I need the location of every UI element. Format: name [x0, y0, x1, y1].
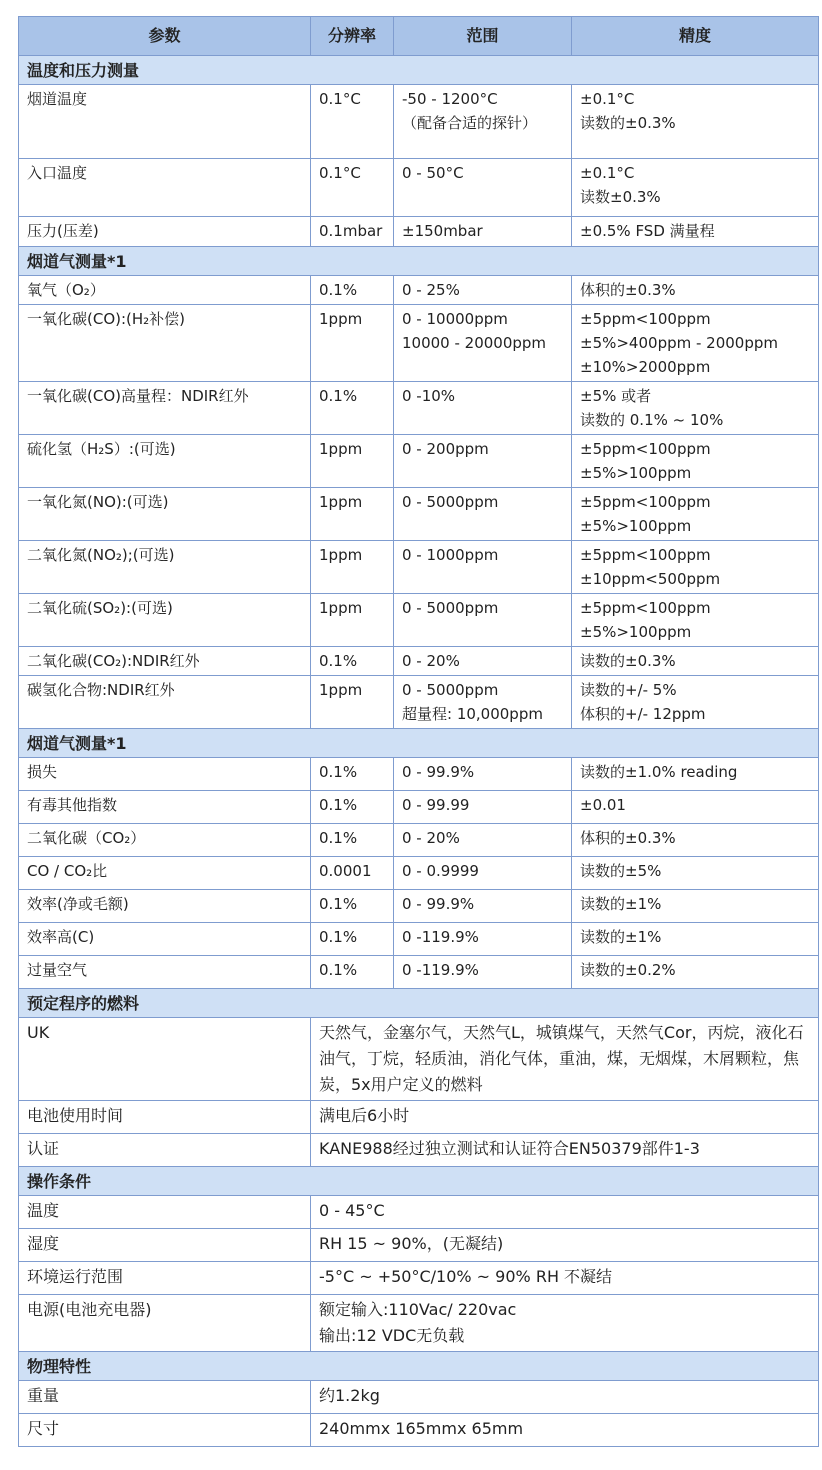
- accuracy-cell: [572, 276, 819, 305]
- resolution-cell-line: 1ppm: [319, 493, 363, 511]
- parameter-cell-line: 碳氢化合物:NDIR红外: [27, 681, 175, 699]
- section-title: 烟道气测量*1: [19, 729, 819, 758]
- parameter-cell: [19, 923, 311, 956]
- header-parameter: 参数: [19, 17, 311, 56]
- range-cell: [394, 159, 572, 217]
- section-title: 烟道气测量*1: [19, 247, 819, 276]
- parameter-cell: [19, 435, 311, 488]
- accuracy-cell-line: ±5% 或者: [580, 387, 652, 405]
- table-row: [19, 488, 819, 541]
- parameter-cell-line: 二氧化氮(NO₂);(可选): [27, 546, 175, 564]
- parameter-cell: [19, 676, 311, 729]
- value-cell: 满电后6小时: [311, 1101, 819, 1134]
- parameter-cell: [19, 956, 311, 989]
- parameter-cell: 电池使用时间: [19, 1101, 311, 1134]
- table-row: [19, 382, 819, 435]
- value-cell-line: RH 15 ~ 90%，(无凝结): [319, 1234, 504, 1253]
- parameter-cell: UK: [19, 1018, 311, 1101]
- accuracy-cell-line: ±5ppm<100ppm: [580, 599, 711, 617]
- resolution-cell: [311, 758, 394, 791]
- parameter-cell-line: 烟道温度: [27, 90, 88, 108]
- resolution-cell-line: 0.1%: [319, 281, 358, 299]
- header-row: [19, 17, 819, 56]
- header-accuracy: 精度: [572, 17, 819, 56]
- parameter-cell-line: 一氧化氮(NO):(可选): [27, 493, 169, 511]
- value-cell-line: 0 - 45°C: [319, 1201, 385, 1220]
- accuracy-cell-line: ±0.1°C: [580, 90, 635, 108]
- resolution-cell-line: 1ppm: [319, 546, 363, 564]
- resolution-cell: [311, 594, 394, 647]
- resolution-cell: [311, 217, 394, 247]
- range-cell-line: 0 -119.9%: [402, 961, 479, 979]
- accuracy-cell-line: 体积的±0.3%: [580, 829, 676, 847]
- value-cell: [311, 1295, 819, 1352]
- range-cell-line: 0 - 20%: [402, 829, 460, 847]
- section-title: 预定程序的燃料: [19, 989, 819, 1018]
- parameter-cell-line: 二氧化碳(CO₂):NDIR红外: [27, 652, 200, 670]
- resolution-cell-line: 1ppm: [319, 681, 363, 699]
- accuracy-cell-line: ±5ppm<100ppm: [580, 310, 711, 328]
- accuracy-cell-line: 体积的+/- 12ppm: [580, 705, 706, 723]
- value-cell: KANE988经过独立测试和认证符合EN50379部件1-3: [311, 1134, 819, 1167]
- resolution-cell-line: 1ppm: [319, 440, 363, 458]
- table-row: [19, 217, 819, 247]
- range-cell-line: 0 - 20%: [402, 652, 460, 670]
- table-row: [19, 923, 819, 956]
- parameter-cell: [19, 85, 311, 159]
- resolution-cell: [311, 305, 394, 382]
- accuracy-cell-line: 读数的±1%: [580, 895, 662, 913]
- accuracy-cell: [572, 956, 819, 989]
- parameter-cell-line: 有毒其他指数: [27, 796, 118, 814]
- section-header-row: [19, 729, 819, 758]
- parameter-cell: 认证: [19, 1134, 311, 1167]
- accuracy-cell-line: 读数的±0.2%: [580, 961, 676, 979]
- range-cell-line: （配备合适的探针）: [402, 114, 538, 132]
- accuracy-cell: [572, 159, 819, 217]
- table-row: [19, 824, 819, 857]
- range-cell-line: ±150mbar: [402, 222, 483, 240]
- resolution-cell: [311, 791, 394, 824]
- accuracy-cell: [572, 435, 819, 488]
- accuracy-cell: [572, 791, 819, 824]
- table-row: [19, 758, 819, 791]
- accuracy-cell: [572, 594, 819, 647]
- parameter-cell: [19, 159, 311, 217]
- parameter-cell-line: CO / CO₂比: [27, 862, 108, 880]
- range-cell-line: 0 -10%: [402, 387, 456, 405]
- value-cell-line: -5°C ~ +50°C/10% ~ 90% RH 不凝结: [319, 1267, 613, 1286]
- section-title: 物理特性: [19, 1352, 819, 1381]
- accuracy-cell-line: 读数的±0.3%: [580, 114, 676, 132]
- range-cell-line: 0 - 1000ppm: [402, 546, 499, 564]
- table-row: [19, 1381, 819, 1414]
- range-cell-line: 0 - 0.9999: [402, 862, 479, 880]
- resolution-cell-line: 1ppm: [319, 599, 363, 617]
- resolution-cell: [311, 647, 394, 676]
- range-cell: [394, 217, 572, 247]
- resolution-cell-line: 0.1%: [319, 961, 358, 979]
- resolution-cell: [311, 276, 394, 305]
- parameter-cell: [19, 890, 311, 923]
- accuracy-cell-line: ±10ppm<500ppm: [580, 570, 721, 588]
- spec-table: [18, 16, 819, 1447]
- range-cell-line: 0 - 200ppm: [402, 440, 489, 458]
- accuracy-cell: [572, 85, 819, 159]
- table-row: [19, 676, 819, 729]
- accuracy-cell-line: 读数±0.3%: [580, 188, 661, 206]
- resolution-cell: [311, 956, 394, 989]
- table-row: [19, 647, 819, 676]
- range-cell: [394, 857, 572, 890]
- accuracy-cell: [572, 676, 819, 729]
- table-row: [19, 791, 819, 824]
- accuracy-cell: [572, 382, 819, 435]
- accuracy-cell-line: ±5%>100ppm: [580, 623, 692, 641]
- resolution-cell: [311, 923, 394, 956]
- spec-table-body: [19, 56, 819, 1447]
- range-cell: [394, 956, 572, 989]
- range-cell-line: 0 - 5000ppm: [402, 493, 499, 511]
- range-cell: [394, 923, 572, 956]
- range-cell-line: 0 - 5000ppm: [402, 599, 499, 617]
- resolution-cell-line: 0.1°C: [319, 164, 361, 182]
- resolution-cell-line: 0.1%: [319, 928, 358, 946]
- table-row: [19, 956, 819, 989]
- accuracy-cell: [572, 305, 819, 382]
- accuracy-cell-line: 读数的±1.0% reading: [580, 763, 738, 781]
- resolution-cell-line: 0.1%: [319, 652, 358, 670]
- range-cell: [394, 676, 572, 729]
- table-row: [19, 890, 819, 923]
- parameter-cell-line: 损失: [27, 763, 58, 781]
- parameter-cell: [19, 276, 311, 305]
- table-row: [19, 1414, 819, 1447]
- resolution-cell-line: 0.1%: [319, 796, 358, 814]
- parameter-cell-line: 效率(净或毛额): [27, 895, 129, 913]
- accuracy-cell-line: ±0.5% FSD 满量程: [580, 222, 715, 240]
- parameter-cell-line: 入口温度: [27, 164, 88, 182]
- accuracy-cell-line: 读数的±5%: [580, 862, 662, 880]
- range-cell: [394, 435, 572, 488]
- range-cell: [394, 276, 572, 305]
- accuracy-cell-line: 读数的 0.1% ~ 10%: [580, 411, 724, 429]
- parameter-cell: [19, 541, 311, 594]
- range-cell-line: 0 - 25%: [402, 281, 460, 299]
- value-cell: 240mmx 165mmx 65mm: [311, 1414, 819, 1447]
- range-cell: [394, 824, 572, 857]
- resolution-cell: [311, 159, 394, 217]
- resolution-cell-line: 0.1%: [319, 387, 358, 405]
- spec-table-container: [18, 16, 818, 1447]
- accuracy-cell: [572, 541, 819, 594]
- parameter-cell: [19, 857, 311, 890]
- section-title: 操作条件: [19, 1167, 819, 1196]
- value-cell-line: 输出:12 VDC无负载: [319, 1326, 465, 1345]
- resolution-cell: [311, 824, 394, 857]
- parameter-cell-line: 压力(压差): [27, 222, 99, 240]
- range-cell-line: 0 - 99.99: [402, 796, 470, 814]
- table-row: [19, 85, 819, 159]
- parameter-cell-line: 二氧化碳（CO₂）: [27, 829, 146, 847]
- table-row: [19, 159, 819, 217]
- range-cell-line: 10000 - 20000ppm: [402, 334, 547, 352]
- accuracy-cell-line: ±5%>100ppm: [580, 517, 692, 535]
- range-cell: [394, 647, 572, 676]
- parameter-cell: 尺寸: [19, 1414, 311, 1447]
- table-row: [19, 1101, 819, 1134]
- resolution-cell: [311, 382, 394, 435]
- accuracy-cell-line: ±0.01: [580, 796, 626, 814]
- accuracy-cell: [572, 758, 819, 791]
- accuracy-cell-line: ±5ppm<100ppm: [580, 440, 711, 458]
- section-title: 温度和压力测量: [19, 56, 819, 85]
- value-cell: 天然气，金塞尔气，天然气L，城镇煤气，天然气Cor，丙烷，液化石油气，丁烷，轻质油，消化气体，重油，煤，无烟煤，木屑颗粒，焦炭，5x用户定义的燃料: [311, 1018, 819, 1101]
- parameter-cell: 温度: [19, 1196, 311, 1229]
- parameter-cell-line: 硫化氢（H₂S）:(可选): [27, 440, 176, 458]
- range-cell-line: 0 - 10000ppm: [402, 310, 508, 328]
- value-cell: [311, 1229, 819, 1262]
- parameter-cell-line: 二氧化硫(SO₂):(可选): [27, 599, 173, 617]
- parameter-cell-line: 氧气（O₂）: [27, 281, 105, 299]
- accuracy-cell-line: 读数的±0.3%: [580, 652, 676, 670]
- range-cell-line: 0 -119.9%: [402, 928, 479, 946]
- parameter-cell-line: 过量空气: [27, 961, 88, 979]
- accuracy-cell-line: 读数的+/- 5%: [580, 681, 677, 699]
- resolution-cell-line: 0.1%: [319, 763, 358, 781]
- value-cell: [311, 1262, 819, 1295]
- table-row: [19, 276, 819, 305]
- range-cell: [394, 594, 572, 647]
- table-row: [19, 305, 819, 382]
- table-row: [19, 1196, 819, 1229]
- resolution-cell-line: 0.1%: [319, 829, 358, 847]
- header-range: 范围: [394, 17, 572, 56]
- range-cell: [394, 791, 572, 824]
- range-cell: [394, 890, 572, 923]
- accuracy-cell-line: ±0.1°C: [580, 164, 635, 182]
- table-row: [19, 594, 819, 647]
- parameter-cell-line: 一氧化碳(CO)高量程：NDIR红外: [27, 387, 249, 405]
- resolution-cell-line: 1ppm: [319, 310, 363, 328]
- table-row: [19, 435, 819, 488]
- parameter-cell: [19, 758, 311, 791]
- parameter-cell: [19, 594, 311, 647]
- value-cell: 约1.2kg: [311, 1381, 819, 1414]
- accuracy-cell: [572, 857, 819, 890]
- header-resolution: 分辨率: [311, 17, 394, 56]
- resolution-cell: [311, 435, 394, 488]
- range-cell: [394, 758, 572, 791]
- range-cell: [394, 541, 572, 594]
- resolution-cell: [311, 676, 394, 729]
- range-cell-line: 0 - 99.9%: [402, 763, 475, 781]
- value-cell: [311, 1196, 819, 1229]
- section-header-row: [19, 56, 819, 85]
- parameter-cell: [19, 488, 311, 541]
- accuracy-cell-line: ±5%>400ppm - 2000ppm: [580, 334, 778, 352]
- accuracy-cell: [572, 647, 819, 676]
- parameter-cell: 电源(电池充电器): [19, 1295, 311, 1352]
- range-cell-line: 0 - 99.9%: [402, 895, 475, 913]
- table-row: [19, 1295, 819, 1352]
- parameter-cell-line: 一氧化碳(CO):(H₂补偿): [27, 310, 186, 328]
- section-header-row: [19, 989, 819, 1018]
- value-cell-line: 额定输入:110Vac/ 220vac: [319, 1300, 517, 1319]
- table-row: [19, 1229, 819, 1262]
- accuracy-cell-line: 体积的±0.3%: [580, 281, 676, 299]
- accuracy-cell: [572, 488, 819, 541]
- parameter-cell: [19, 382, 311, 435]
- resolution-cell-line: 0.1mbar: [319, 222, 383, 240]
- resolution-cell-line: 0.0001: [319, 862, 372, 880]
- table-row: [19, 1134, 819, 1167]
- parameter-cell: [19, 824, 311, 857]
- parameter-cell: [19, 217, 311, 247]
- table-row: [19, 857, 819, 890]
- section-header-row: [19, 1352, 819, 1381]
- accuracy-cell-line: 读数的±1%: [580, 928, 662, 946]
- range-cell: [394, 85, 572, 159]
- parameter-cell: 环境运行范围: [19, 1262, 311, 1295]
- resolution-cell: [311, 890, 394, 923]
- section-header-row: [19, 247, 819, 276]
- range-cell-line: 超量程: 10,000ppm: [402, 705, 543, 723]
- range-cell-line: -50 - 1200°C: [402, 90, 498, 108]
- range-cell: [394, 382, 572, 435]
- section-header-row: [19, 1167, 819, 1196]
- resolution-cell-line: 0.1%: [319, 895, 358, 913]
- accuracy-cell-line: ±5ppm<100ppm: [580, 493, 711, 511]
- resolution-cell-line: 0.1°C: [319, 90, 361, 108]
- resolution-cell: [311, 488, 394, 541]
- accuracy-cell-line: ±5%>100ppm: [580, 464, 692, 482]
- resolution-cell: [311, 85, 394, 159]
- parameter-cell: [19, 791, 311, 824]
- resolution-cell: [311, 541, 394, 594]
- range-cell-line: 0 - 5000ppm: [402, 681, 499, 699]
- accuracy-cell: [572, 890, 819, 923]
- accuracy-cell-line: ±10%>2000ppm: [580, 358, 711, 376]
- accuracy-cell-line: ±5ppm<100ppm: [580, 546, 711, 564]
- resolution-cell: [311, 857, 394, 890]
- accuracy-cell: [572, 217, 819, 247]
- table-row: [19, 541, 819, 594]
- parameter-cell: [19, 305, 311, 382]
- accuracy-cell: [572, 824, 819, 857]
- range-cell: [394, 488, 572, 541]
- parameter-cell-line: 效率高(C): [27, 928, 95, 946]
- table-row: [19, 1018, 819, 1101]
- range-cell: [394, 305, 572, 382]
- table-row: [19, 1262, 819, 1295]
- accuracy-cell: [572, 923, 819, 956]
- parameter-cell: 重量: [19, 1381, 311, 1414]
- range-cell-line: 0 - 50°C: [402, 164, 464, 182]
- parameter-cell: [19, 647, 311, 676]
- parameter-cell: 湿度: [19, 1229, 311, 1262]
